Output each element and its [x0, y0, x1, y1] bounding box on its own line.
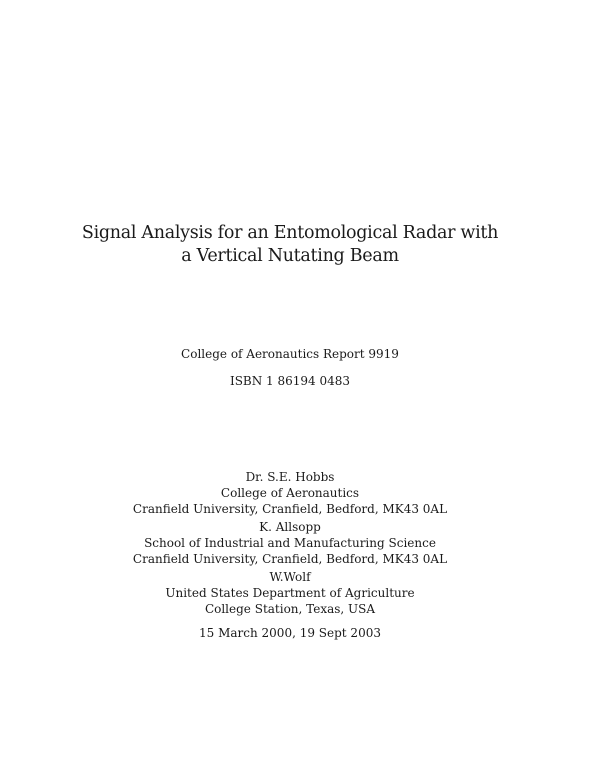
- report-number: College of Aeronautics Report 9919: [181, 347, 399, 361]
- author-name: Dr. S.E. Hobbs: [245, 470, 335, 484]
- title-line-1: Signal Analysis for an Entomological Radar with: [81, 223, 499, 243]
- author-block-wolf: [0, 569, 580, 617]
- document-dates: 15 March 2000, 19 Sept 2003: [199, 626, 381, 640]
- author-affiliation: United States Department of Agriculture: [165, 586, 415, 600]
- author-block-hobbs: [0, 469, 580, 517]
- author-affiliation: School of Industrial and Manufacturing Science: [144, 536, 436, 550]
- author-affiliation: College of Aeronautics: [220, 486, 360, 500]
- document-title: [0, 222, 580, 268]
- isbn: ISBN 1 86194 0483: [229, 374, 351, 388]
- author-block-allsopp: [0, 519, 580, 567]
- author-name: W.Wolf: [269, 570, 311, 584]
- author-address: Cranfield University, Cranfield, Bedford, MK43 0AL: [132, 552, 448, 566]
- title-line-2: a Vertical Nutating Beam: [181, 246, 399, 266]
- author-address: College Station, Texas, USA: [204, 602, 376, 616]
- author-address: Cranfield University, Cranfield, Bedford, MK43 0AL: [132, 502, 448, 516]
- author-name: K. Allsopp: [259, 520, 321, 534]
